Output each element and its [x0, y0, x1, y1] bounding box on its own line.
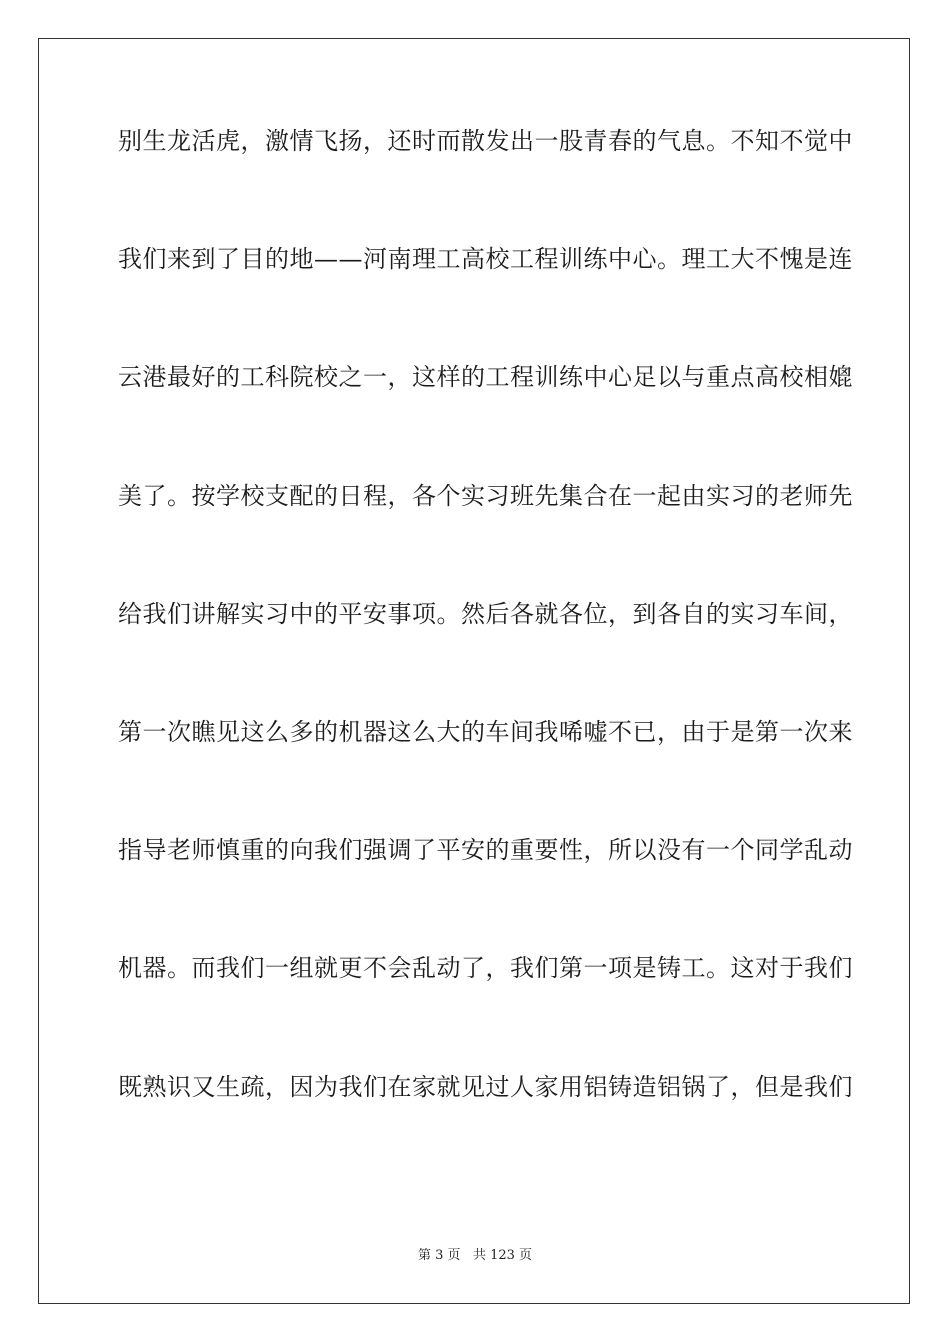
text-line-1: 别生龙活虎，激情飞扬，还时而散发出一股青春的气息。不知不觉中	[118, 127, 853, 155]
page-footer	[0, 1248, 950, 1264]
document-body	[118, 126, 853, 1190]
text-line-6: 第一次瞧见这么多的机器这么大的车间我唏嘘不已，由于是第一次来	[118, 717, 853, 746]
page-number: 第 3 页	[417, 1248, 461, 1263]
text-line-3: 云港最好的工科院校之一，这样的工程训练中心足以与重点高校相媲	[118, 363, 853, 392]
text-line-9: 既熟识又生疏，因为我们在家就见过人家用铝铸造铝锅了，但是我们	[118, 1072, 853, 1101]
text-line-4: 美了。按学校支配的日程，各个实习班先集合在一起由实习的老师先	[118, 481, 853, 510]
text-line-5: 给我们讲解实习中的平安事项。然后各就各位，到各自的实习车间，	[118, 599, 853, 628]
text-line-7: 指导老师慎重的向我们强调了平安的重要性，所以没有一个同学乱动	[118, 836, 853, 865]
page-total: 共 123 页	[472, 1248, 533, 1263]
text-line-8: 机器。而我们一组就更不会乱动了，我们第一项是铸工。这对于我们	[118, 954, 853, 983]
text-line-2: 我们来到了目的地——河南理工高校工程训练中心。理工大不愧是连	[118, 245, 853, 274]
